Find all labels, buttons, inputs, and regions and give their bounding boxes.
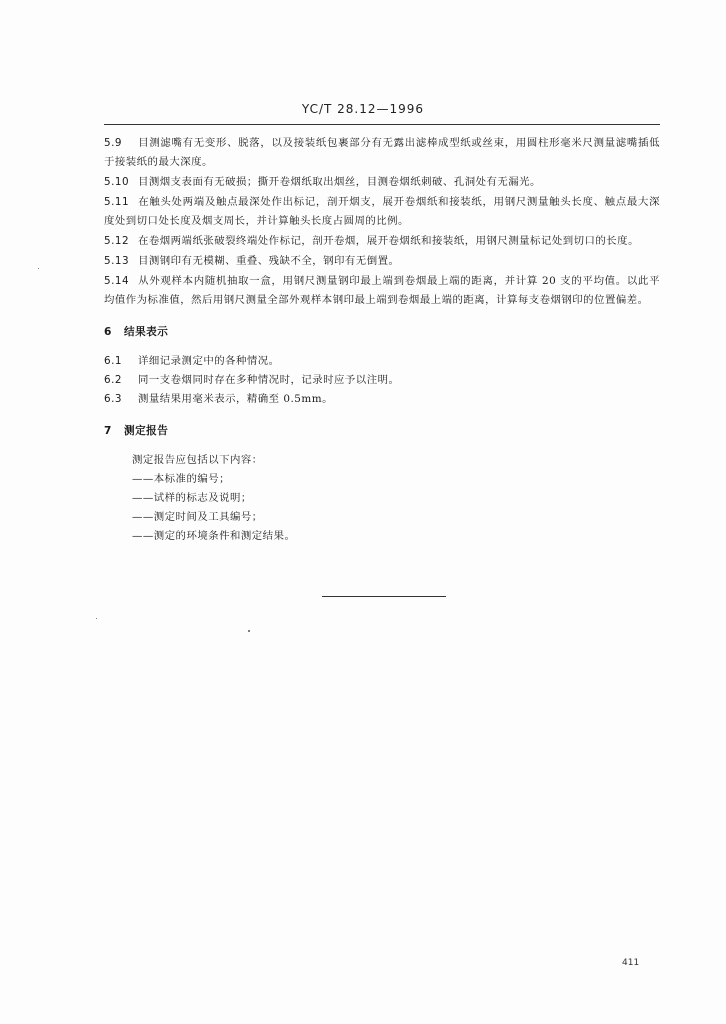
clause-text: 在卷烟两端纸张破裂终端处作标记，剖开卷烟，展开卷烟纸和接装纸，用钢尺测量标记处到切口的长度。: [138, 235, 639, 247]
clause-number: 6.3: [104, 393, 123, 405]
clause-6-2: [104, 371, 660, 390]
standard-code-header: YC/T 28.12—1996: [301, 102, 425, 116]
report-intro: 测定报告应包括以下内容：: [132, 454, 263, 466]
clause-number: 6.1: [104, 355, 123, 367]
clause-5-9: [104, 134, 660, 172]
page-number: 411: [622, 958, 640, 968]
clause-text: 目测烟支表面有无破损；撕开卷烟纸取出烟丝，目测卷烟纸刺破、孔洞处有无漏光。: [138, 176, 541, 188]
clause-number: 5.11: [104, 196, 130, 208]
clause-text: 同一支卷烟同时存在多种情况时，记录时应予以注明。: [138, 374, 400, 386]
section-title: 测定报告: [124, 425, 169, 437]
report-item: ——测定时间及工具编号；: [132, 511, 263, 523]
clause-number: 5.12: [104, 235, 130, 247]
clause-text: 目测钢印有无模糊、重叠、残缺不全，钢印有无倒置。: [138, 255, 400, 267]
clause-text: 测量结果用毫米表示，精确至 0.5mm。: [138, 393, 334, 405]
clause-number: 6.2: [104, 374, 123, 386]
clause-number: 5.14: [104, 275, 130, 287]
clause-text: 在触头处两端及触点最深处作出标记，剖开烟支，展开卷烟纸和接装纸，用钢尺测量触头长度、触点最大深度处到切口处长度及烟支周长，并计算触头长度占圆周的比例。: [104, 196, 660, 227]
clause-5-10: [104, 173, 660, 192]
report-item: ——试样的标志及说明；: [132, 492, 252, 504]
report-item: ——本标准的编号；: [132, 473, 231, 485]
scan-speck: [248, 630, 250, 632]
clause-5-13: [104, 252, 660, 271]
clause-number: 5.10: [104, 176, 130, 188]
clause-number: 5.13: [104, 255, 130, 267]
clauses-5: [104, 134, 660, 310]
clause-number: 5.9: [104, 137, 123, 149]
clause-5-12: [104, 232, 660, 251]
header-rule: [104, 124, 660, 125]
clause-text: 详细记录测定中的各种情况。: [138, 355, 280, 367]
section-title: 结果表示: [124, 326, 169, 338]
end-of-standard-rule: [322, 596, 446, 597]
scan-speck: [96, 618, 97, 619]
section-number: 7: [104, 425, 112, 437]
clause-5-11: [104, 193, 660, 231]
clause-text: 目测滤嘴有无变形、脱落，以及接装纸包裹部分有无露出滤棒成型纸或丝束，用圆柱形毫米尺测量滤嘴插低于接装纸的最大深度。: [104, 137, 660, 168]
document-body: [104, 134, 660, 546]
section-6-heading: [104, 323, 660, 342]
section-7-heading: [104, 422, 660, 441]
clause-6-1: [104, 352, 660, 371]
clause-5-14: [104, 272, 660, 310]
report-item: ——测定的环境条件和测定结果。: [132, 530, 296, 542]
clause-6-3: [104, 390, 660, 409]
clause-text: 从外观样本内随机抽取一盒，用钢尺测量钢印最上端到卷烟最上端的距离，并计算 20 支的平均值。以此平均值作为标准值，然后用钢尺测量全部外观样本钢印最上端到卷烟最上端的距离，计算每支卷烟钢印的位置偏差。: [104, 275, 660, 306]
section-number: 6: [104, 326, 112, 338]
scan-speck: [38, 268, 39, 269]
